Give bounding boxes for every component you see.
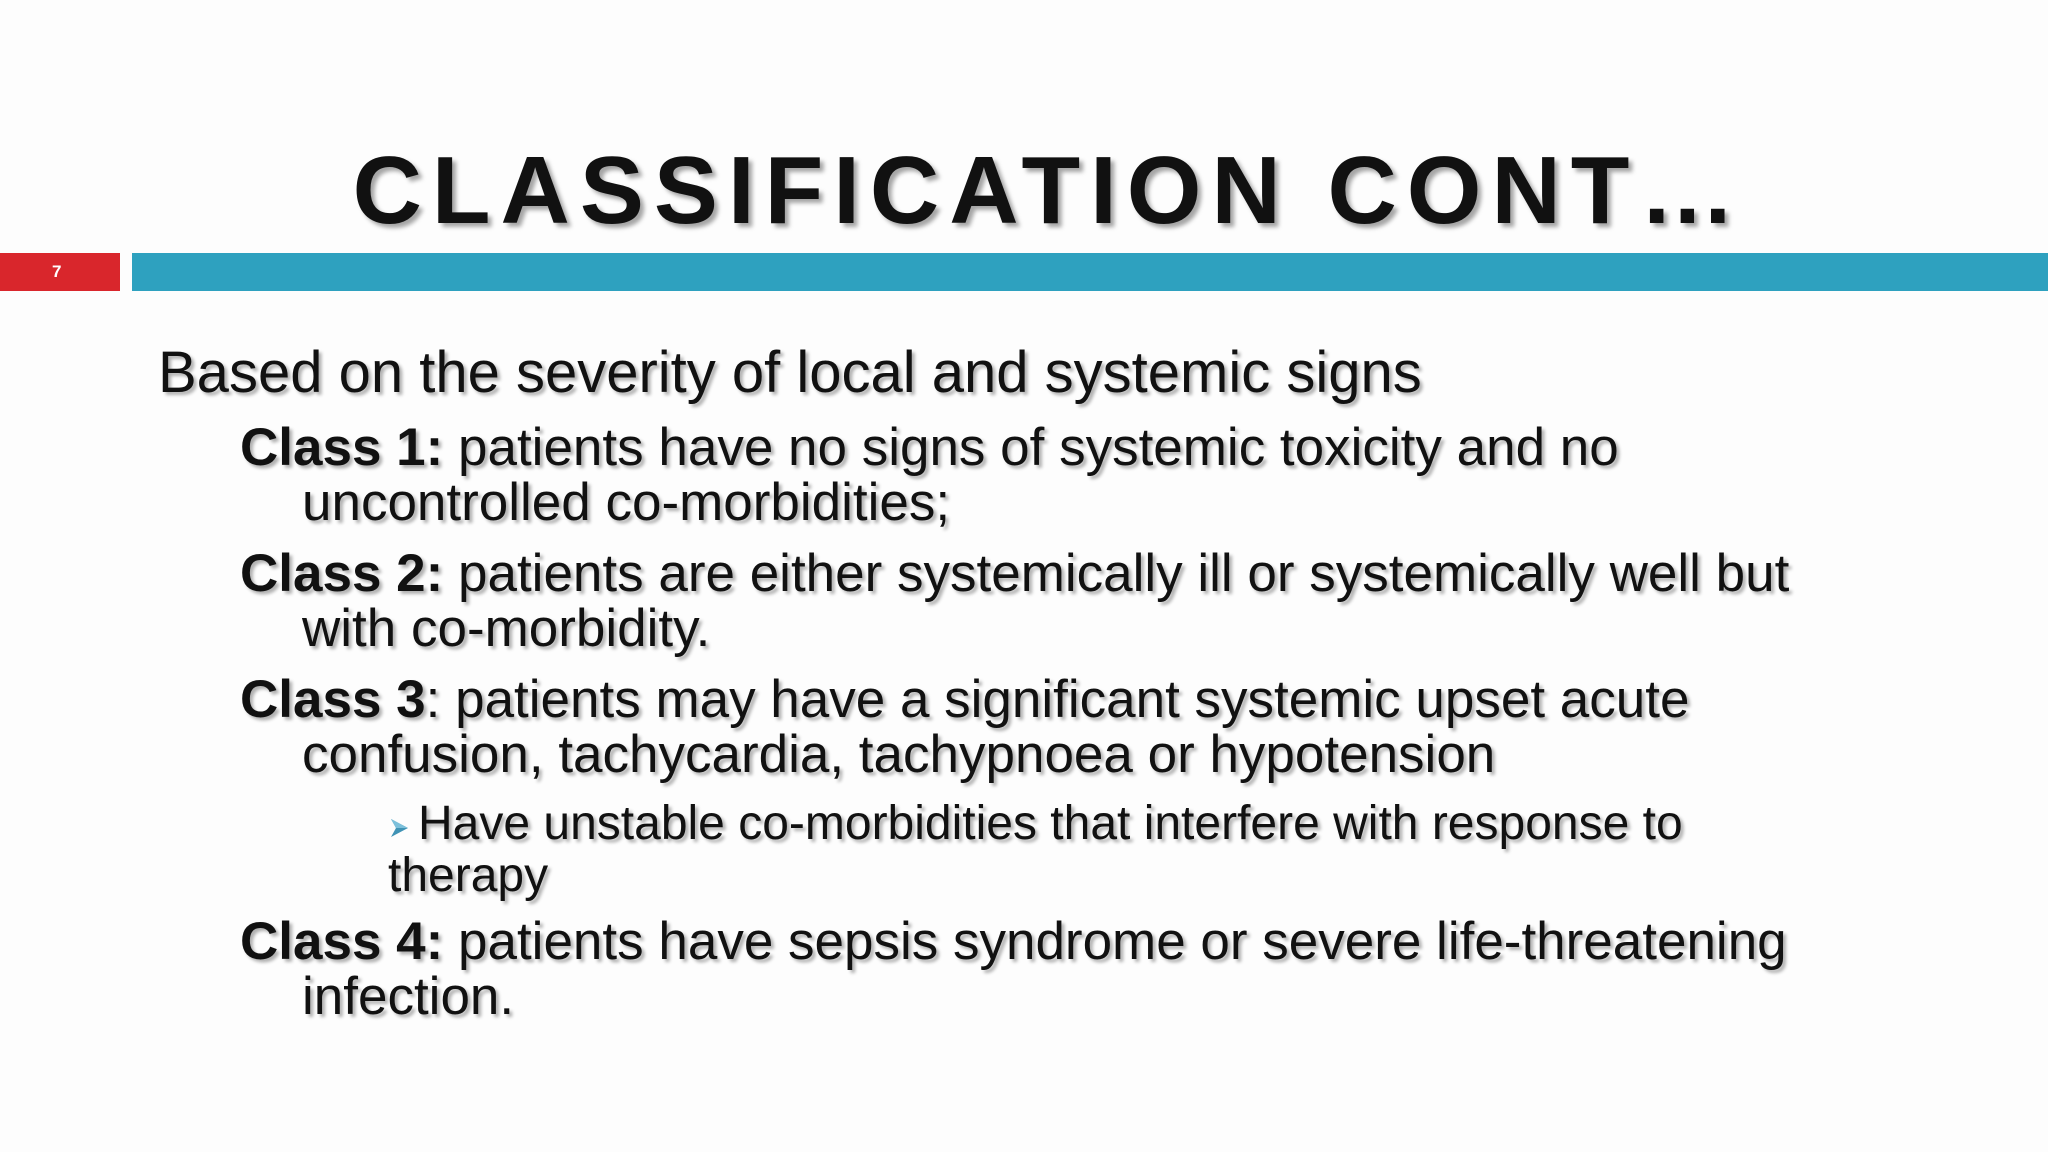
class-1-text: patients have no signs of systemic toxicity and no [443,418,1619,477]
class-4-label: Class 4: [240,912,444,971]
subitem-line-1 [388,798,1988,850]
class-1-label: Class 1: [240,418,444,477]
class-1-line-2: uncontrolled co-morbidities; [302,473,951,532]
slide-title: CLASSIFICATION CONT… [352,137,1746,244]
slide-number: 7 [52,262,62,281]
class-3-item [240,672,1940,782]
subitem-line-2: therapy [388,849,549,902]
class-3-line-2: confusion, tachycardia, tachypnoea or hypotension [302,725,1496,784]
class-2-label: Class 2: [240,544,444,603]
arrow-bullet-icon [388,811,414,841]
class-3-subitem [388,798,1988,902]
class-3-text: : patients may have a significant systemic upset acute [425,670,1690,729]
class-4-line-1 [240,914,1940,969]
class-3-label: Class 3 [240,670,426,729]
class-2-item [240,546,1940,656]
class-4-item [240,914,1940,1024]
class-2-line-2: with co-morbidity. [302,599,711,658]
class-2-text: patients are either systemically ill or systemically well but [443,544,1790,603]
class-4-line-2: infection. [302,967,515,1026]
class-4-text: patients have sepsis syndrome or severe life-threatening [443,912,1787,971]
class-1-item [240,420,1940,530]
lead-text: Based on the severity of local and systemic signs [158,340,1422,405]
class-3-line-1 [240,672,1940,727]
class-1-line-1 [240,420,1940,475]
class-2-line-1 [240,546,1940,601]
subitem-text: Have unstable co-morbidities that interfere with response to [418,797,1683,850]
